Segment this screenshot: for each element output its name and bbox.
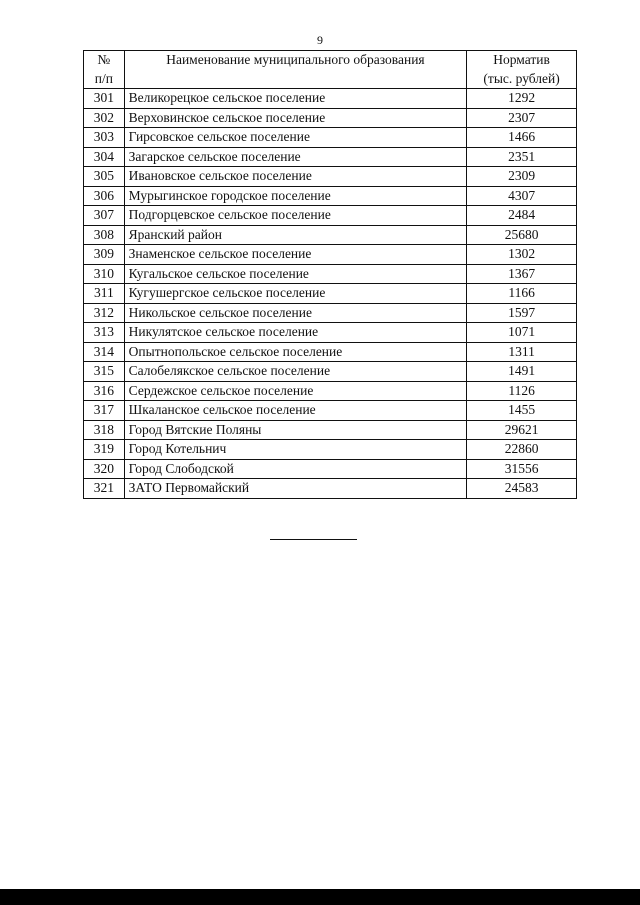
table-row <box>84 245 577 265</box>
header-name: Наименование муниципального образования <box>124 51 467 89</box>
row-number: 316 <box>84 381 125 401</box>
row-name: Город Слободской <box>124 459 467 479</box>
row-number: 303 <box>84 128 125 148</box>
table-row <box>84 362 577 382</box>
scan-bottom-bar <box>0 889 640 905</box>
row-name: Подгорцевское сельское поселение <box>124 206 467 226</box>
table-row <box>84 108 577 128</box>
row-number: 307 <box>84 206 125 226</box>
row-value: 1292 <box>467 89 577 109</box>
row-number: 309 <box>84 245 125 265</box>
row-value: 2484 <box>467 206 577 226</box>
row-value: 29621 <box>467 420 577 440</box>
row-value: 1126 <box>467 381 577 401</box>
row-name: Верховинское сельское поселение <box>124 108 467 128</box>
row-name: Кугушергское сельское поселение <box>124 284 467 304</box>
row-value: 1466 <box>467 128 577 148</box>
row-name: Загарское сельское поселение <box>124 147 467 167</box>
row-name: Опытнопольское сельское поселение <box>124 342 467 362</box>
row-name: Никулятское сельское поселение <box>124 323 467 343</box>
row-number: 321 <box>84 479 125 499</box>
row-value: 1311 <box>467 342 577 362</box>
header-value <box>467 51 577 89</box>
header-value-line2: (тыс. рублей) <box>483 70 560 86</box>
table-row <box>84 89 577 109</box>
norms-table <box>83 50 577 499</box>
row-name: Шкаланское сельское поселение <box>124 401 467 421</box>
table-header-row <box>84 51 577 89</box>
table-row <box>84 381 577 401</box>
header-number-line1: № <box>97 52 111 67</box>
row-value: 1491 <box>467 362 577 382</box>
row-value: 22860 <box>467 440 577 460</box>
table-row <box>84 401 577 421</box>
row-name: Сердежское сельское поселение <box>124 381 467 401</box>
table-row <box>84 186 577 206</box>
header-number-line2: п/п <box>94 70 113 86</box>
row-value: 1367 <box>467 264 577 284</box>
row-value: 1166 <box>467 284 577 304</box>
row-number: 305 <box>84 167 125 187</box>
row-value: 31556 <box>467 459 577 479</box>
table-row <box>84 479 577 499</box>
table-row <box>84 303 577 323</box>
row-value: 4307 <box>467 186 577 206</box>
row-number: 301 <box>84 89 125 109</box>
row-name: Никольское сельское поселение <box>124 303 467 323</box>
table-row <box>84 167 577 187</box>
table-row <box>84 420 577 440</box>
page-number: 9 <box>317 33 323 47</box>
row-value: 1071 <box>467 323 577 343</box>
table-row <box>84 440 577 460</box>
table-row <box>84 264 577 284</box>
table-row <box>84 323 577 343</box>
row-value: 2351 <box>467 147 577 167</box>
table-row <box>84 225 577 245</box>
row-value: 1455 <box>467 401 577 421</box>
row-value: 25680 <box>467 225 577 245</box>
row-name: Город Котельнич <box>124 440 467 460</box>
row-name: Кугальское сельское поселение <box>124 264 467 284</box>
row-value: 1302 <box>467 245 577 265</box>
row-value: 24583 <box>467 479 577 499</box>
table-row <box>84 147 577 167</box>
row-name: Салобелякское сельское поселение <box>124 362 467 382</box>
row-number: 314 <box>84 342 125 362</box>
row-number: 311 <box>84 284 125 304</box>
table-row <box>84 342 577 362</box>
row-name: Ивановское сельское поселение <box>124 167 467 187</box>
row-number: 312 <box>84 303 125 323</box>
row-name: Мурыгинское городское поселение <box>124 186 467 206</box>
row-name: Город Вятские Поляны <box>124 420 467 440</box>
row-number: 313 <box>84 323 125 343</box>
row-number: 319 <box>84 440 125 460</box>
row-number: 318 <box>84 420 125 440</box>
header-number <box>84 51 125 89</box>
table-row <box>84 459 577 479</box>
header-value-line1: Норматив <box>493 52 550 67</box>
row-number: 304 <box>84 147 125 167</box>
row-name: Гирсовское сельское поселение <box>124 128 467 148</box>
row-value: 2309 <box>467 167 577 187</box>
separator-line <box>270 539 357 540</box>
row-number: 302 <box>84 108 125 128</box>
row-name: Великорецкое сельское поселение <box>124 89 467 109</box>
row-number: 315 <box>84 362 125 382</box>
table-body <box>84 89 577 499</box>
row-number: 317 <box>84 401 125 421</box>
row-name: Знаменское сельское поселение <box>124 245 467 265</box>
row-name: Яранский район <box>124 225 467 245</box>
row-number: 310 <box>84 264 125 284</box>
table-row <box>84 206 577 226</box>
table-row <box>84 128 577 148</box>
row-number: 308 <box>84 225 125 245</box>
row-number: 320 <box>84 459 125 479</box>
row-value: 1597 <box>467 303 577 323</box>
row-name: ЗАТО Первомайский <box>124 479 467 499</box>
row-value: 2307 <box>467 108 577 128</box>
row-number: 306 <box>84 186 125 206</box>
table-row <box>84 284 577 304</box>
